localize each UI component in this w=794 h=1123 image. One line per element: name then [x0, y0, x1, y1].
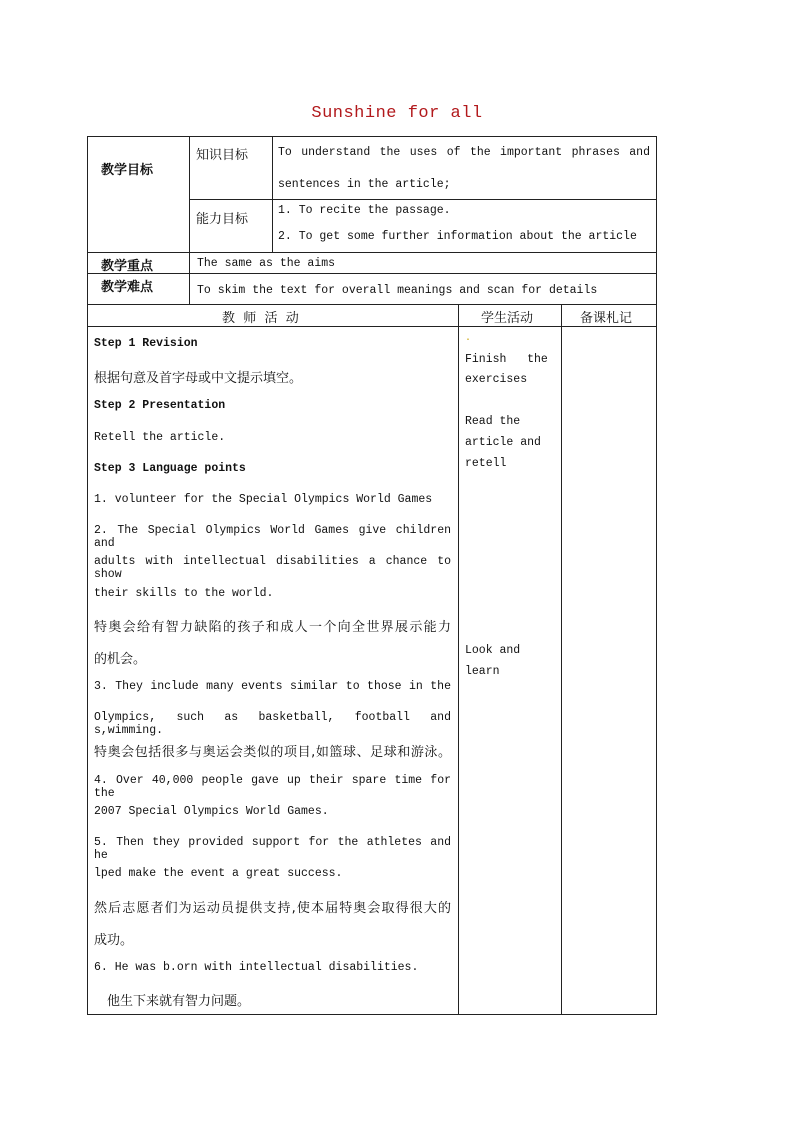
- col-divider: [561, 304, 562, 1015]
- student-read-line1: Read the: [465, 415, 521, 428]
- point-1: 1. volunteer for the Special Olympics World Games: [94, 493, 433, 506]
- student-activity-heading: 学生活动: [481, 311, 534, 326]
- point-3-translation: 特奥会包括很多与奥运会类似的项目,如篮球、足球和游泳。: [94, 745, 451, 760]
- step-2-text: Retell the article.: [94, 431, 226, 444]
- marker-dot: .: [465, 333, 472, 344]
- key-points-label: 教学重点: [101, 259, 154, 274]
- ability-label: 能力目标: [196, 212, 249, 227]
- col-divider: [272, 136, 273, 252]
- teacher-activity-heading: 教 师 活 动: [222, 311, 299, 326]
- student-look-line2: learn: [465, 665, 500, 678]
- row-divider: [87, 252, 657, 253]
- point-2-line3: their skills to the world.: [94, 587, 274, 600]
- col-divider: [458, 304, 459, 1015]
- knowledge-text-line2: sentences in the article;: [278, 178, 451, 191]
- row-divider: [189, 199, 657, 200]
- point-5-line1: 5. Then they provided support for the athletes and he: [94, 836, 451, 862]
- col-divider: [189, 136, 190, 304]
- knowledge-label: 知识目标: [196, 148, 249, 163]
- point-2-translation-line1: 特奥会给有智力缺陷的孩子和成人一个向全世界展示能力: [94, 620, 451, 635]
- key-points-text: The same as the aims: [197, 257, 336, 270]
- row-divider: [87, 326, 657, 327]
- difficulty-label: 教学难点: [101, 280, 154, 295]
- point-2-translation-line2: 的机会。: [94, 652, 147, 667]
- point-4-line2: 2007 Special Olympics World Games.: [94, 805, 329, 818]
- point-5-translation-line1: 然后志愿者们为运动员提供支持,使本届特奥会取得很大的: [94, 901, 451, 916]
- knowledge-text-line1: To understand the uses of the important phrases and: [278, 146, 650, 159]
- point-3-line1: 3. They include many events similar to those in the: [94, 680, 451, 693]
- student-look-line1: Look and: [465, 644, 521, 657]
- point-5-translation-line2: 成功。: [94, 933, 134, 948]
- point-2-line1: 2. The Special Olympics World Games give children and: [94, 524, 451, 550]
- objectives-label: 教学目标: [101, 163, 154, 178]
- difficulty-text: To skim the text for overall meanings and scan for details: [197, 284, 598, 297]
- point-3-line2: Olympics, such as basketball, football and s,wimming.: [94, 711, 451, 737]
- point-4-line1: 4. Over 40,000 people gave up their spare time for the: [94, 774, 451, 800]
- point-6: 6. He was b.orn with intellectual disabilities.: [94, 961, 419, 974]
- student-finish-line2: exercises: [465, 373, 528, 386]
- student-read-line3: retell: [465, 457, 507, 470]
- student-finish-line1: Finish the: [465, 353, 548, 366]
- point-6-translation: 他生下来就有智力问题。: [107, 994, 251, 1009]
- point-5-line2: lped make the event a great success.: [94, 867, 343, 880]
- row-divider: [87, 304, 657, 305]
- step-3-heading: Step 3 Language points: [94, 462, 246, 475]
- step-1-text: 根据句意及首字母或中文提示填空。: [94, 371, 303, 386]
- point-2-line2: adults with intellectual disabilities a chance to show: [94, 555, 451, 581]
- ability-text-line2: 2. To get some further information about the article: [278, 230, 637, 243]
- student-read-line2: article and: [465, 436, 541, 449]
- row-divider: [87, 273, 657, 274]
- ability-text-line1: 1. To recite the passage.: [278, 204, 451, 217]
- lesson-notes-heading: 备课札记: [580, 311, 633, 326]
- step-2-heading: Step 2 Presentation: [94, 399, 226, 412]
- page-title: Sunshine for all: [311, 104, 483, 123]
- step-1-heading: Step 1 Revision: [94, 337, 198, 350]
